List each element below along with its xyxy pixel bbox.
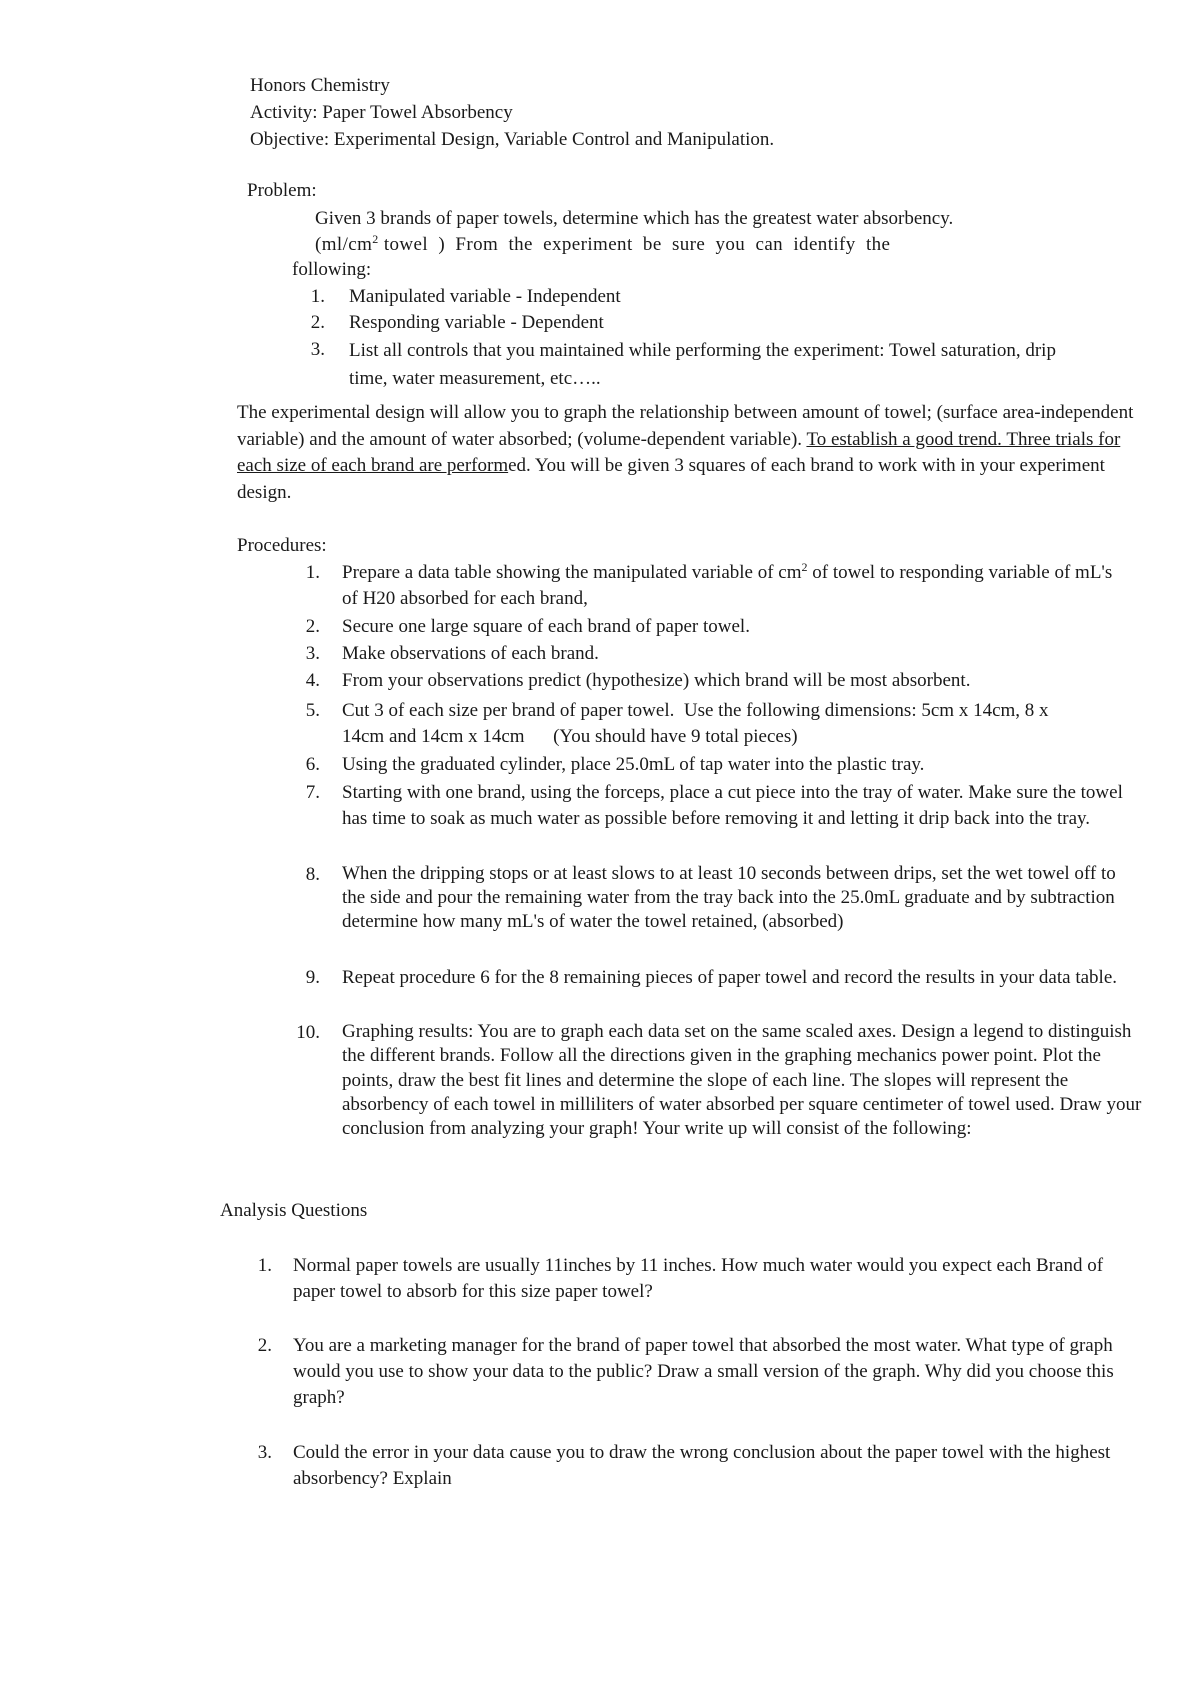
problem-item-number: 1.: [310, 286, 325, 307]
procedure-item: Secure one large square of each brand of paper towel.: [342, 616, 750, 637]
procedure-item: Starting with one brand, using the forceps, place a cut piece into the tray of water. Make sure the towel has time to soak as much water as possible before removing it and letting it drip back into the tray.: [342, 782, 1123, 829]
procedure-item: Prepare a data table showing the manipulated variable of $cm^2$ of towel to responding variable of mL's of H20 absorbed for each brand,: [342, 560, 1113, 609]
problem-item-number: 2.: [310, 312, 325, 333]
analysis-question: You are a marketing manager for the brand of paper towel that absorbed the most water. What type of graph would you use to show your data to the public? Draw a small version of the graph. Why did you choose this graph?: [293, 1335, 1114, 1408]
procedure-number: 3.: [305, 643, 320, 664]
problem-heading: Problem:: [247, 180, 317, 201]
analysis-number: 1.: [257, 1255, 272, 1276]
problem-item: List all controls that you maintained while performing the experiment: Towel saturation, drip time, water measurement, etc…..: [349, 340, 1056, 389]
procedure-number: 1.: [305, 562, 320, 583]
procedure-number: 6.: [305, 754, 320, 775]
objective-line: Objective: Experimental Design, Variable Control and Manipulation.: [250, 129, 775, 150]
analysis-heading: Analysis Questions: [220, 1200, 368, 1221]
procedures-heading: Procedures:: [237, 535, 327, 556]
problem-item-number: 3.: [310, 339, 325, 360]
procedure-number: 10.: [296, 1022, 320, 1043]
procedure-number: 8.: [305, 864, 320, 885]
analysis-question: Normal paper towels are usually 11inches by 11 inches. How much water would you expect each Brand of paper towel to absorb for this size paper towel?: [293, 1255, 1104, 1302]
course-title: Honors Chemistry: [250, 75, 390, 96]
procedure-number: 9.: [305, 967, 320, 988]
procedure-item: Repeat procedure 6 for the 8 remaining pieces of paper towel and record the results in your data table.: [342, 967, 1118, 988]
problem-item: Manipulated variable - Independent: [349, 286, 621, 307]
procedure-item: Graphing results: You are to graph each data set on the same scaled axes. Design a legend to distinguish the different brands. Follow all the directions given in the graphing mechanics power point. Plot the points, draw the best fit lines and determine the slope of each line. The slopes will represent the absorbency of each towel in milliliters of water absorbed per square centimeter of towel used. Draw your conclusion from analyzing your graph! Your write up will consist of the following:: [342, 1021, 1142, 1140]
procedure-number: 4.: [305, 670, 320, 691]
procedure-number: 5.: [305, 700, 320, 721]
procedure-item: From your observations predict (hypothesize) which brand will be most absorbent.: [342, 670, 971, 691]
procedure-item: Make observations of each brand.: [342, 643, 599, 664]
problem-line-2: ($ml/cm^2$ towel ) From the experiment be sure you can identify the: [315, 232, 891, 255]
procedure-number: 2.: [305, 616, 320, 637]
procedure-item: Cut 3 of each size per brand of paper towel. Use the following dimensions: 5cm x 14cm, 8 x 14cm and 14cm x 14cm (You should have 9 total pieces): [342, 700, 1054, 747]
analysis-question: Could the error in your data cause you to draw the wrong conclusion about the paper towel with the highest absorbency? Explain: [293, 1442, 1111, 1489]
analysis-number: 2.: [257, 1335, 272, 1356]
problem-line-3: following:: [292, 259, 372, 280]
procedure-item: When the dripping stops or at least slows to at least 10 seconds between drips, set the wet towel off to the side and pour the remaining water from the tray back into the 25.0mL graduate and by subtraction determine how many mL's of water the towel retained, (absorbed): [342, 863, 1116, 932]
analysis-number: 3.: [257, 1442, 272, 1463]
procedure-number: 7.: [305, 782, 320, 803]
problem-item: Responding variable - Dependent: [349, 312, 604, 333]
activity-title: Activity: Paper Towel Absorbency: [250, 102, 513, 123]
design-paragraph: The experimental design will allow you to graph the relationship between amount of towel; (surface area-independent variable) and the amount of water absorbed; (volume-dependent variable). To establish a good trend. Three trials for each size of each brand are performed. You will be given 3 squares of each brand to work with in your experiment design.: [237, 402, 1134, 503]
problem-line-1: Given 3 brands of paper towels, determine which has the greatest water absorbency.: [315, 208, 954, 229]
procedure-item: Using the graduated cylinder, place 25.0mL of tap water into the plastic tray.: [342, 754, 925, 775]
